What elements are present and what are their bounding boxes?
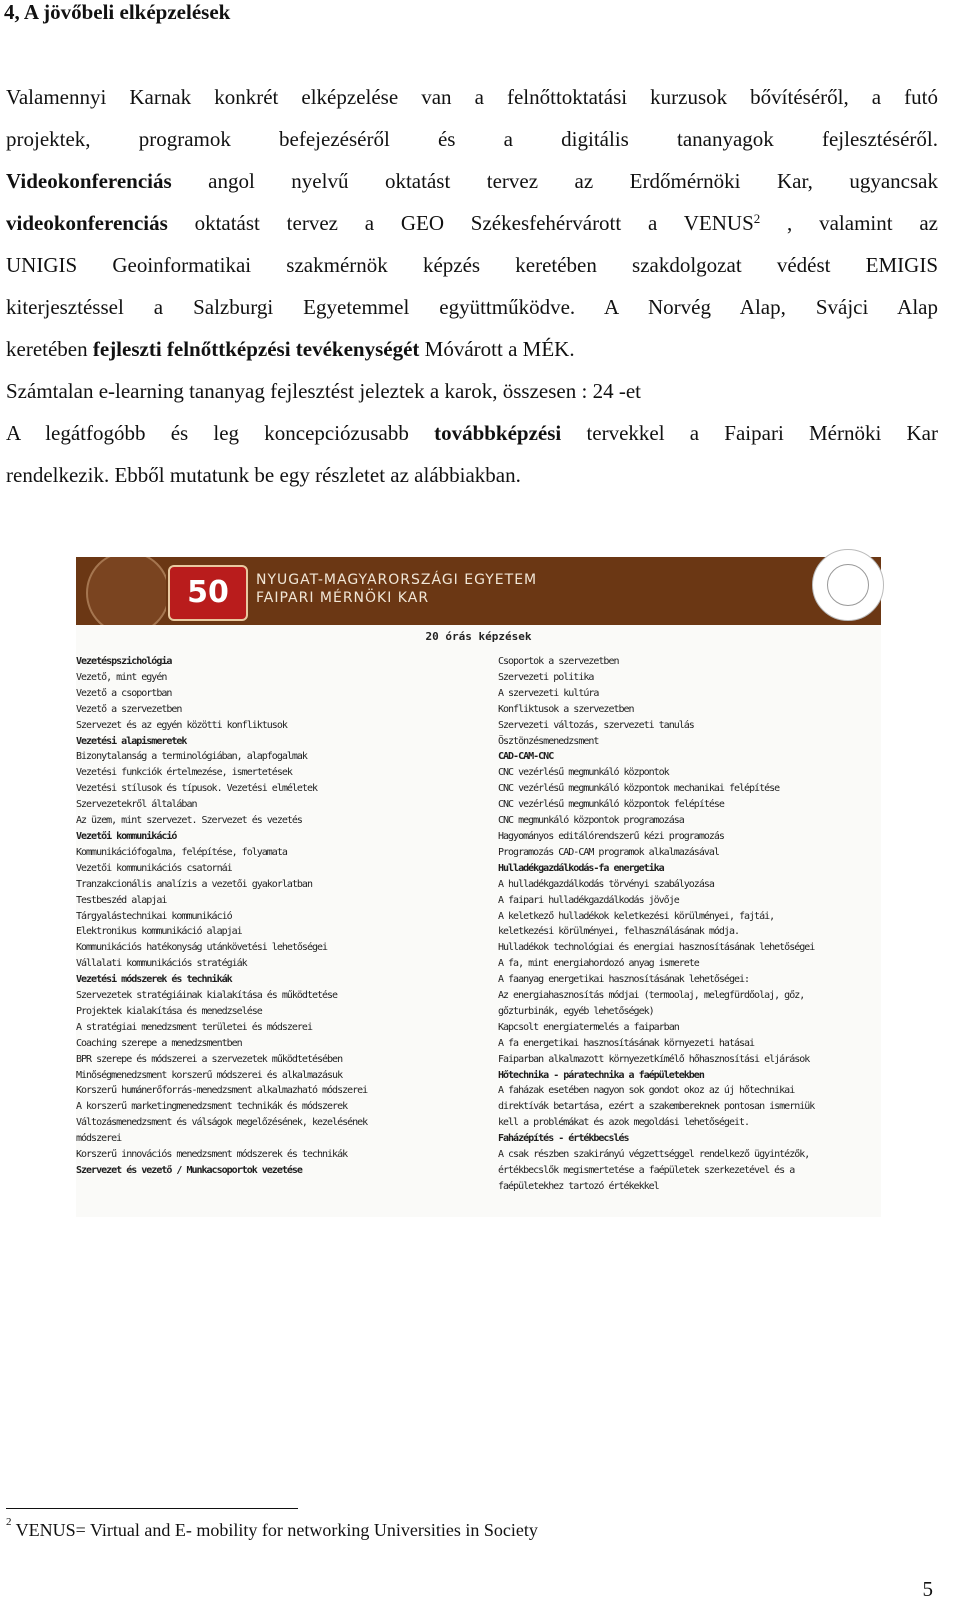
course-item: kell a problémákat és azok megoldási lehetőségeit. bbox=[498, 1117, 750, 1129]
footnote-marker: 2 bbox=[6, 1516, 12, 1528]
course-item: Szervezet és az egyén közötti konfliktusok bbox=[76, 719, 287, 731]
paragraph-line bbox=[6, 76, 938, 118]
section-heading: 4, A jövőbeli elképzelések bbox=[4, 0, 231, 24]
course-item: Vezetői kommunikációs csatornái bbox=[76, 862, 232, 874]
course-item: Coaching szerepe a menedzsmentben bbox=[76, 1037, 242, 1049]
course-item: CNC vezérlésű megmunkáló központok mechanikai felépítése bbox=[498, 783, 780, 795]
course-item: Programozás CAD-CAM programok alkalmazásával bbox=[498, 846, 719, 858]
course-group-heading: Vezetői kommunikáció bbox=[76, 830, 177, 842]
course-item: A szervezeti kultúra bbox=[498, 687, 599, 699]
body-paragraph bbox=[6, 76, 938, 496]
course-item: Vezetési funkciók értelmezése, ismertetések bbox=[76, 767, 292, 779]
course-item: Vezető, mint egyén bbox=[76, 671, 167, 683]
bold-text: fejleszti felnőttképzési tevékenységét bbox=[92, 337, 420, 361]
course-item: gőzturbinák, egyéb lehetőségek) bbox=[498, 1005, 654, 1017]
course-item: A stratégiai menedzsment területei és módszerei bbox=[76, 1021, 312, 1033]
course-item: direktívák betartása, ezért a szakembereknek pontosan ismerniük bbox=[498, 1101, 815, 1113]
course-item: Testbeszéd alapjai bbox=[76, 894, 167, 906]
course-item: Ösztönzésmenedzsment bbox=[498, 735, 599, 747]
course-item: Szervezeti politika bbox=[498, 671, 594, 683]
course-item: Vállalati kommunikációs stratégiák bbox=[76, 958, 247, 970]
course-item: faépületekhez tartozó értékekkel bbox=[498, 1180, 659, 1192]
text-run: A legátfogóbb és leg koncepciózusabb bbox=[6, 421, 435, 445]
anniversary-logo: 50 bbox=[168, 565, 248, 621]
paragraph-line bbox=[6, 202, 938, 244]
course-item: Hulladékok technológiai és energiai hasznosításának lehetőségei bbox=[498, 942, 815, 954]
course-item: Szervezeti változás, szervezeti tanulás bbox=[498, 719, 694, 731]
paragraph-line bbox=[6, 328, 938, 370]
course-item: Bizonytalanság a terminológiában, alapfogalmak bbox=[76, 751, 307, 763]
text-run: keretében bbox=[6, 337, 93, 361]
text-run: Számtalan e-learning tananyag fejlesztést jeleztek a karok, összesen : 24 -et bbox=[6, 379, 641, 403]
text-run: oktatást tervez a GEO Székesfehérvárott a VENUS bbox=[167, 211, 754, 235]
paragraph-line bbox=[6, 160, 938, 202]
text-run: projektek, programok befejezéséről és a digitális tananyagok fejlesztéséről. bbox=[6, 127, 938, 151]
course-item: Vezetési stílusok és típusok. Vezetési elméletek bbox=[76, 783, 317, 795]
text-run: , valamint az bbox=[760, 211, 938, 235]
paragraph-line bbox=[6, 244, 938, 286]
course-list-left bbox=[76, 654, 367, 1179]
course-group-heading: Hőtechnika - páratechnika a faépületekben bbox=[498, 1069, 704, 1081]
course-item: A fa, mint energiahordozó anyag ismerete bbox=[498, 958, 699, 970]
course-item: A keletkező hulladékok keletkezési körülményei, fajtái, bbox=[498, 910, 775, 922]
course-item: Vezető a szervezetben bbox=[76, 703, 182, 715]
course-item: módszerei bbox=[76, 1133, 122, 1145]
text-run: kiterjesztéssel a Salzburgi Egyetemmel együttműködve. A Norvég Alap, Svájci Alap bbox=[6, 295, 938, 319]
course-item: Kommunikációfogalma, felépítése, folyamata bbox=[76, 846, 287, 858]
bold-text: videokonferenciás bbox=[6, 211, 168, 235]
paragraph-line bbox=[6, 412, 938, 454]
course-item: A faipari hulladékgazdálkodás jövője bbox=[498, 894, 679, 906]
faculty-seal-icon bbox=[812, 549, 884, 621]
course-item: Vezető a csoportban bbox=[76, 687, 172, 699]
course-item: Szervezetekről általában bbox=[76, 799, 197, 811]
course-group-heading: Hulladékgazdálkodás-fa energetika bbox=[498, 862, 664, 874]
text-run: tervekkel a Faipari Mérnöki Kar bbox=[561, 421, 938, 445]
course-item: Csoportok a szervezetben bbox=[498, 656, 619, 667]
paragraph-line bbox=[6, 454, 938, 496]
paragraph-line bbox=[6, 370, 938, 412]
course-list-caption: 20 órás képzések bbox=[425, 630, 532, 643]
footnote-text: VENUS= Virtual and E- mobility for networking Universities in Society bbox=[11, 1520, 538, 1540]
bold-text: továbbképzési bbox=[434, 421, 562, 445]
footnote-reference: 2 bbox=[753, 211, 761, 226]
paragraph-line bbox=[6, 118, 938, 160]
bold-text: Videokonferenciás bbox=[6, 169, 172, 193]
course-item: Szervezetek stratégiáinak kialakítása és működtetése bbox=[76, 990, 338, 1002]
course-item: Az energiahasznosítás módjai (termoolaj, melegfürdőolaj, gőz, bbox=[498, 990, 805, 1002]
course-item: Faiparban alkalmazott környezetkímélő hőhasznosítási eljárások bbox=[498, 1053, 810, 1065]
course-group-heading: Vezetési módszerek és technikák bbox=[76, 974, 232, 986]
course-item: Változásmenedzsment és válságok megelőzésének, kezelésének bbox=[76, 1117, 368, 1129]
course-item: Hagyományos editálórendszerű kézi programozás bbox=[498, 830, 724, 842]
course-item: Korszerű innovációs menedzsment módszerek és technikák bbox=[76, 1149, 348, 1161]
text-run: UNIGIS Geoinformatikai szakmérnök képzés keretében szakdolgozat védést EMIGIS bbox=[6, 253, 938, 277]
course-item: Elektronikus kommunikáció alapjai bbox=[76, 926, 242, 938]
course-item: A faházak esetében nagyon sok gondot okoz az új hőtechnikai bbox=[498, 1085, 795, 1097]
text-run: Valamennyi Karnak konkrét elképzelése van a felnőttoktatási kurzusok bővítéséről, a futó bbox=[6, 85, 938, 109]
banner-title bbox=[256, 571, 537, 607]
course-item: CNC vezérlésű megmunkáló központok bbox=[498, 767, 669, 779]
course-item: Tárgyalástechnikai kommunikáció bbox=[76, 910, 232, 922]
course-item: Az üzem, mint szervezet. Szervezet és vezetés bbox=[76, 815, 302, 827]
banner-university-name: NYUGAT-MAGYARORSZÁGI EGYETEM bbox=[256, 572, 538, 588]
course-item: A korszerű marketingmenedzsment technikák és módszerek bbox=[76, 1101, 348, 1113]
course-group-heading: CAD-CAM-CNC bbox=[498, 751, 554, 763]
course-item: Korszerű humánerőforrás-menedzsment alkalmazható módszerei bbox=[76, 1085, 368, 1097]
course-item: A fa energetikai hasznosításának környezeti hatásai bbox=[498, 1037, 755, 1049]
course-item: Tranzakcionális analízis a vezetői gyakorlatban bbox=[76, 878, 312, 890]
course-group-heading: Szervezet és vezető / Munkacsoportok vezetése bbox=[76, 1165, 302, 1176]
footnote-divider bbox=[6, 1508, 298, 1509]
footnote bbox=[6, 1516, 538, 1541]
course-item: BPR szerepe és módszerei a szervezetek működtetésében bbox=[76, 1053, 343, 1065]
course-list-right bbox=[498, 654, 814, 1195]
course-item: CNC vezérlésű megmunkáló központok felépítése bbox=[498, 799, 724, 811]
text-run: rendelkezik. Ebből mutatunk be egy részletet az alábbiakban. bbox=[6, 463, 521, 487]
course-item: CNC megmunkáló központok programozása bbox=[498, 815, 684, 827]
course-item: Minőségmenedzsment korszerű módszerei és alkalmazásuk bbox=[76, 1069, 343, 1081]
page-number: 5 bbox=[922, 1577, 933, 1601]
university-seal-icon bbox=[76, 557, 166, 625]
course-group-heading: Vezetéspszichológia bbox=[76, 656, 172, 667]
course-item: Kommunikációs hatékonyság utánkövetési lehetőségei bbox=[76, 942, 328, 954]
banner-faculty-name: FAIPARI MÉRNÖKI KAR bbox=[256, 590, 430, 606]
course-item: értékbecslők megismertetése a faépületek szerkezetével és a bbox=[498, 1165, 795, 1176]
course-item: Kapcsolt energiatermelés a faiparban bbox=[498, 1021, 679, 1033]
course-item: A csak részben szakirányú végzettséggel rendelkező ügyintézők, bbox=[498, 1149, 810, 1161]
course-item: A hulladékgazdálkodás törvényi szabályozása bbox=[498, 878, 714, 890]
course-item: keletkezési körülményei, felhasználásának módja. bbox=[498, 926, 739, 938]
course-item: Konfliktusok a szervezetben bbox=[498, 703, 634, 715]
embedded-course-image bbox=[76, 557, 881, 1217]
course-group-heading: Vezetési alapismeretek bbox=[76, 735, 187, 747]
paragraph-line bbox=[6, 286, 938, 328]
text-run: Móvárott a MÉK. bbox=[419, 337, 575, 361]
course-item: A faanyag energetikai hasznosításának lehetőségei: bbox=[498, 974, 750, 986]
course-item: Projektek kialakítása és menedzselése bbox=[76, 1005, 262, 1017]
course-group-heading: Faházépítés - értékbecslés bbox=[498, 1133, 629, 1145]
university-banner bbox=[76, 557, 881, 625]
text-run: angol nyelvű oktatást tervez az Erdőmérnöki Kar, ugyancsak bbox=[171, 169, 938, 193]
